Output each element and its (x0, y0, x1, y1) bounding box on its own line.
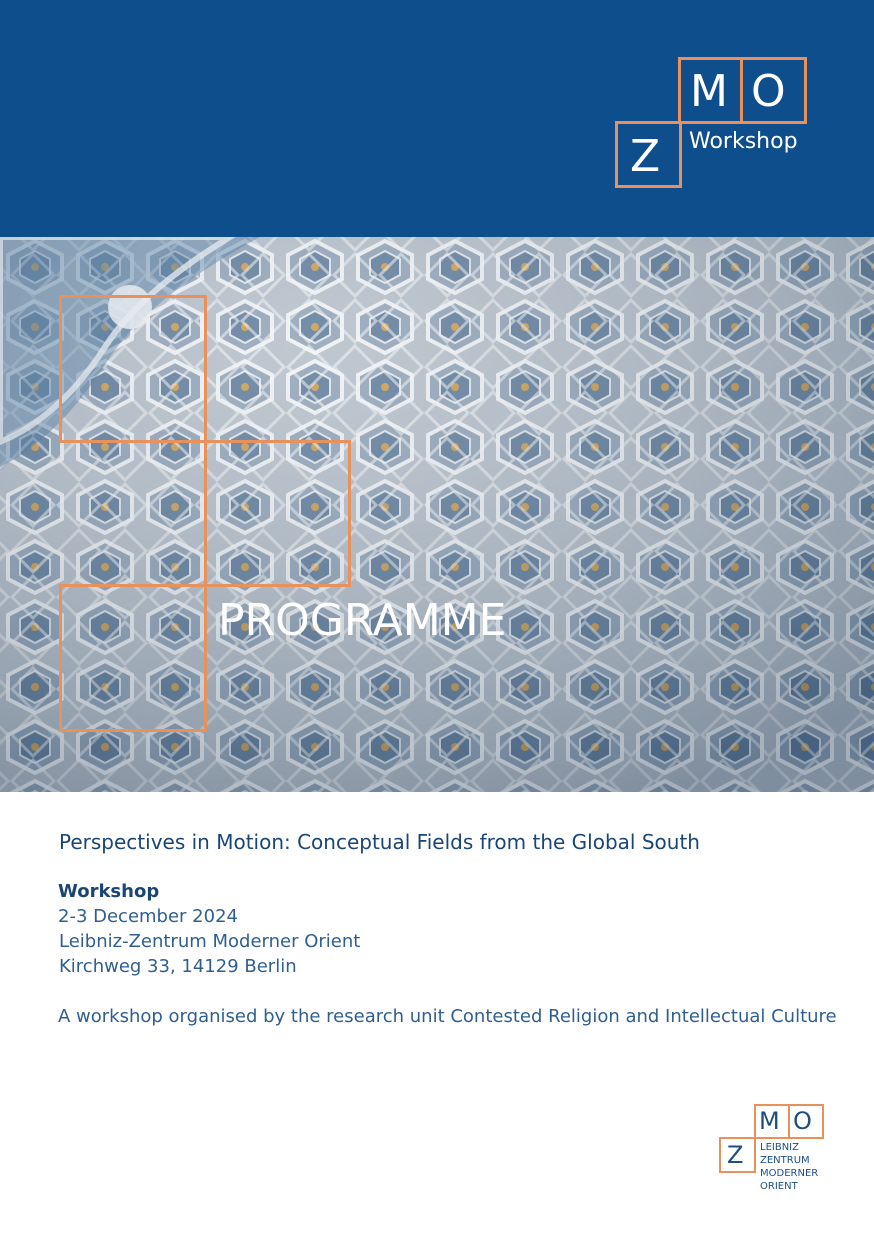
header-band (0, 0, 874, 237)
organiser-note: A workshop organised by the research unit Contested Religion and Intellectual Culture (58, 1006, 837, 1027)
footer-logo-line-4: ORIENT (760, 1181, 798, 1192)
document-title: Perspectives in Motion: Conceptual Fields from the Global South (59, 830, 700, 854)
logo-workshop-word: Workshop (689, 129, 798, 154)
footer-logo-letter-m: M (759, 1107, 780, 1135)
hero-frame-box-middle (204, 440, 351, 587)
event-type-label: Workshop (58, 881, 160, 902)
hero-image (0, 237, 874, 792)
logo-letter-o: O (751, 66, 786, 117)
hero-title: PROGRAMME (218, 595, 507, 646)
event-address: Kirchweg 33, 14129 Berlin (59, 956, 297, 977)
footer-logo-letter-o: O (793, 1107, 812, 1135)
hero-frame-box-bottom (59, 584, 207, 732)
hero-frame-box-top (59, 295, 207, 443)
footer-logo-letter-z: Z (727, 1141, 744, 1169)
event-date: 2-3 December 2024 (58, 906, 238, 927)
footer-logo-line-3: MODERNER (760, 1168, 819, 1179)
logo-letter-z: Z (630, 131, 661, 182)
logo-letter-m: M (690, 66, 728, 117)
moz-workshop-logo (615, 57, 807, 188)
zmo-institute-logo (719, 1104, 829, 1196)
footer-logo-line-1: LEIBNIZ (760, 1142, 799, 1153)
event-venue: Leibniz-Zentrum Moderner Orient (59, 931, 361, 952)
footer-logo-line-2: ZENTRUM (760, 1155, 810, 1166)
